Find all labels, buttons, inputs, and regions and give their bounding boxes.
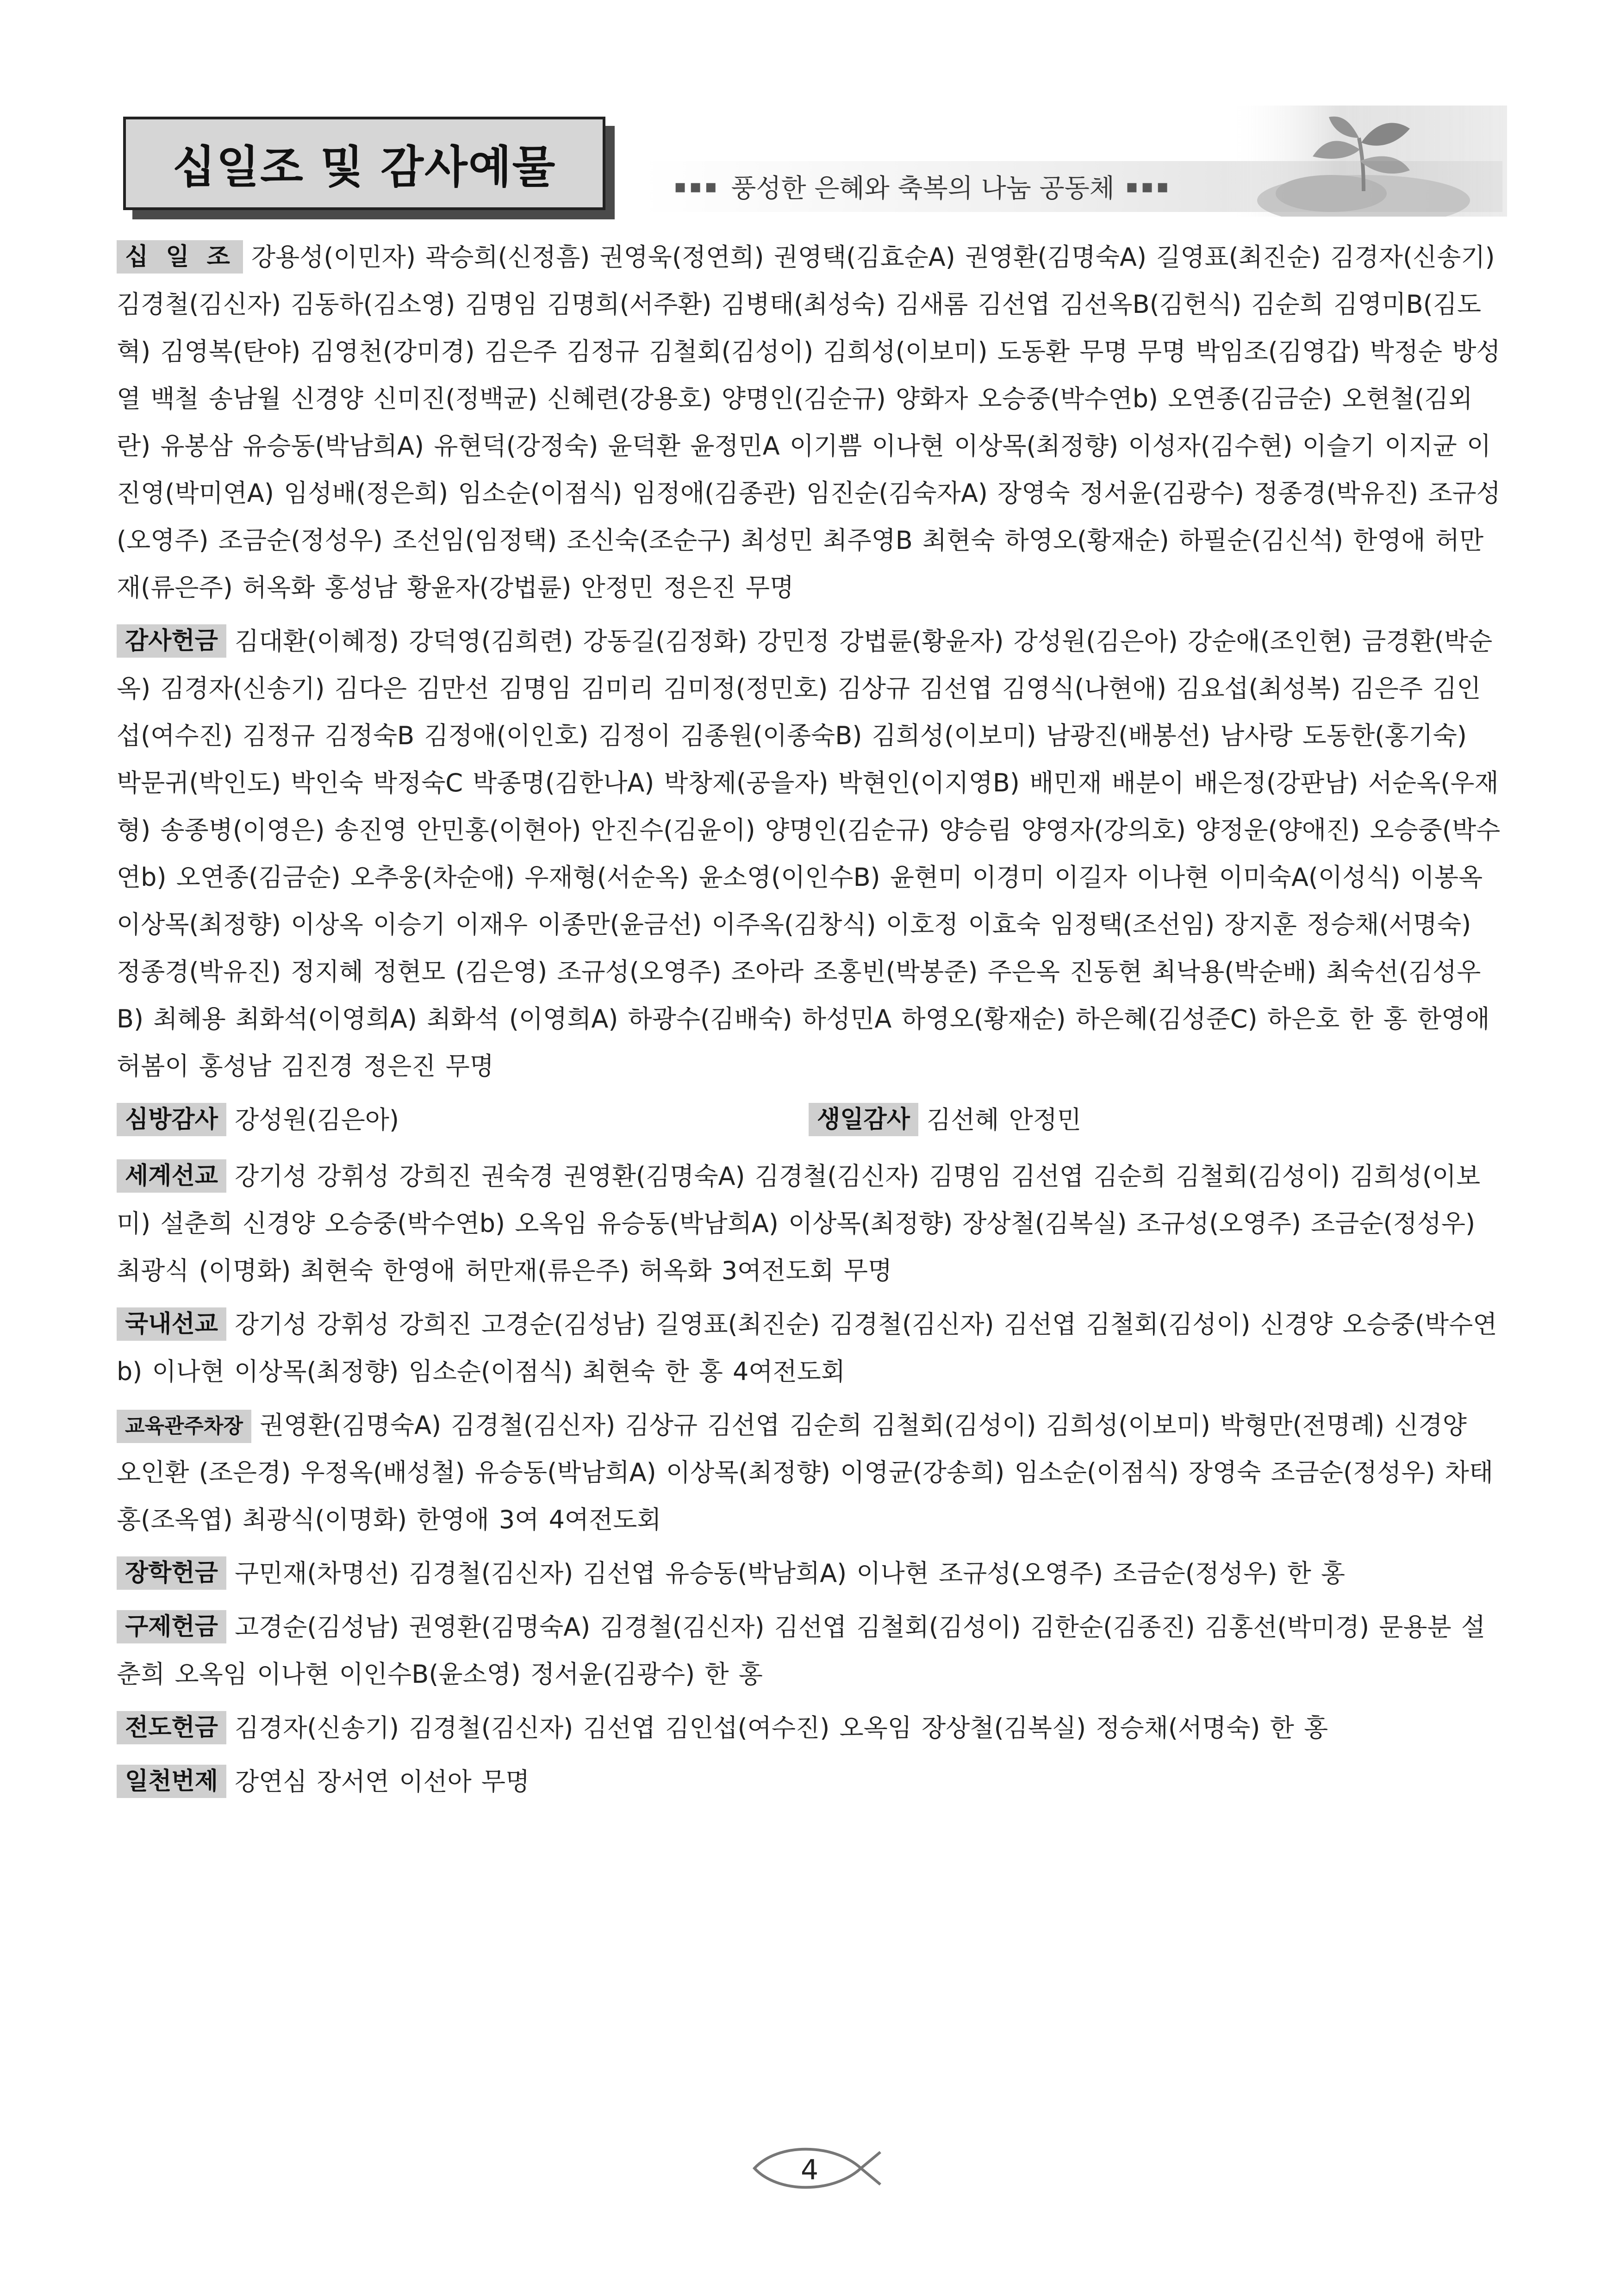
section-scholarship <box>117 1550 1501 1597</box>
names-birthday: 김선혜 안정민 <box>926 1105 1082 1134</box>
label-tithe: 십 일 조 <box>117 240 243 274</box>
label-education: 교육관주차장 <box>117 1410 251 1443</box>
label-birthday: 생일감사 <box>809 1103 918 1136</box>
names-scholarship: 구민재(차명선) 김경철(김신자) 김선엽 유승동(박남희A) 이나현 조규성(오영주) 조금순(정성우) 한 홍 <box>234 1559 1346 1588</box>
page-number: 4 <box>801 2154 819 2186</box>
names-ilcheon: 강연심 장서연 이선아 무명 <box>234 1767 530 1796</box>
dots-left: ▪▪▪ <box>674 176 720 197</box>
names-evangelism: 김경자(신송기) 김경철(김신자) 김선엽 김인섭(여수진) 오옥임 장상철(김복실) 정승채(서명숙) 한 홍 <box>234 1713 1328 1742</box>
label-ilcheon: 일천번제 <box>117 1765 226 1798</box>
section-evangelism <box>117 1705 1501 1752</box>
section-birthday <box>809 1096 1501 1144</box>
label-thanks: 감사헌금 <box>117 624 226 658</box>
section-education <box>117 1402 1501 1543</box>
subtitle-row <box>674 166 1171 207</box>
offerings-list <box>117 234 1501 1812</box>
section-thanks <box>117 618 1501 1090</box>
names-education: 권영환(김명숙A) 김경철(김신자) 김상규 김선엽 김순희 김철회(김성이) 김희성(이보미) 박형만(전명례) 신경양 오인환 (조은경) 우정옥(배성철) 유승동(박남희A) 이상목(최정향) 이영균(강송희) 임소순(이점식) 장영숙 조금순(정성우) 차태홍(조옥엽) 최광식(이명화) 한영애 3여 4여전도회 <box>117 1411 1494 1534</box>
label-relief: 구제헌금 <box>117 1610 226 1643</box>
names-domestic-mission: 강기성 강휘성 강희진 고경순(김성남) 길영표(최진순) 김경철(김신자) 김선엽 김철회(김성이) 신경양 오승중(박수연b) 이나현 이상목(최정향) 임소순(이점식) 최현숙 한 홍 4여전도회 <box>117 1310 1497 1386</box>
plant-hands-image <box>1225 106 1507 217</box>
page-subtitle: 풍성한 은혜와 축복의 나눔 공동체 <box>731 174 1115 204</box>
page-title: 십일조 및 감사예물 <box>172 141 556 193</box>
names-world-mission: 강기성 강휘성 강희진 권숙경 권영환(김명숙A) 김경철(김신자) 김명임 김선엽 김순희 김철회(김성이) 김희성(이보미) 설춘희 신경양 오승중(박수연b) 오옥임 유승동(박남희A) 이상목(최정향) 장상철(김복실) 조규성(오영주) 조금순(정성우) 최광식 (이명화) 최현숙 한영애 허만재(류은주) 허옥화 3여전도회 무명 <box>117 1162 1481 1285</box>
section-domestic-mission <box>117 1301 1501 1395</box>
label-visit: 심방감사 <box>117 1103 226 1136</box>
label-scholarship: 장학헌금 <box>117 1556 226 1590</box>
page-header <box>118 106 1507 221</box>
label-domestic-mission: 국내선교 <box>117 1307 226 1341</box>
section-world-mission <box>117 1153 1501 1294</box>
names-relief: 고경순(김성남) 권영환(김명숙A) 김경철(김신자) 김선엽 김철회(김성이) 김한순(김종진) 김홍선(박미경) 문용분 설춘희 오옥임 이나현 이인수B(윤소영) 정서윤(김광수) 한 홍 <box>117 1612 1486 1689</box>
page-footer <box>745 2138 884 2198</box>
section-tithe <box>117 234 1501 611</box>
label-world-mission: 세계선교 <box>117 1159 226 1193</box>
names-visit: 강성원(김은아) <box>234 1105 399 1134</box>
section-visit-birthday <box>117 1096 1501 1144</box>
title-box <box>123 117 605 210</box>
names-tithe: 강용성(이민자) 곽승희(신정흠) 권영욱(정연희) 권영택(김효순A) 권영환(김명숙A) 길영표(최진순) 김경자(신송기) 김경철(김신자) 김동하(김소영) 김명임 김명희(서주환) 김병태(최성숙) 김새롬 김선엽 김선옥B(김헌식) 김순희 김영미B(김도혁) 김영복(탄야) 김영천(강미경) 김은주 김정규 김철회(김성이) 김희성(이보미) 도동환 무명 무명 박임조(김영갑) 박정순 방성열 백철 송남월 신경양 신미진(정백균) 신혜련(강용호) 양명인(김순규) 양화자 오승중(박수연b) 오연종(김금순) 오현철(김외란) 유봉삼 유승동(박남희A) 유현덕(강정숙) 윤덕환 윤정민A 이기쁨 이나현 이상목(최정향) 이성자(김수현) 이슬기 이지균 이진영(박미연A) 임성배(정은희) 임소순(이점식) 임정애(김종관) 임진순(김숙자A) 장영숙 정서윤(김광수) 정종경(박유진) 조규성(오영주) 조금순(정성우) 조선임(임정택) 조신숙(조순구) 최성민 최주영B 최현숙 하영오(황재순) 하필순(김신석) 한영애 허만재(류은주) 허옥화 홍성남 황윤자(강법륜) 안정민 정은진 무명 <box>117 243 1501 602</box>
section-visit <box>117 1096 809 1144</box>
names-thanks: 김대환(이혜정) 강덕영(김희련) 강동길(김정화) 강민정 강법륜(황윤자) 강성원(김은아) 강순애(조인현) 금경환(박순옥) 김경자(신송기) 김다은 김만선 김명임 김미리 김미정(정민호) 김상규 김선엽 김영식(나현애) 김요섭(최성복) 김은주 김인섭(여수진) 김정규 김정숙B 김정애(이인호) 김정이 김종원(이종숙B) 김희성(이보미) 남광진(배봉선) 남사랑 도동한(홍기숙) 박문귀(박인도) 박인숙 박정숙C 박종명(김한나A) 박창제(공을자) 박현인(이지영B) 배민재 배분이 배은정(강판남) 서순옥(우재형) 송종병(이영은) 송진영 안민홍(이현아) 안진수(김윤이) 양명인(김순규) 양승림 양영자(강의호) 양정운(양애진) 오승중(박수연b) 오연종(김금순) 오추웅(차순애) 우재형(서순옥) 윤소영(이인수B) 윤현미 이경미 이길자 이나현 이미숙A(이성식) 이봉옥 이상목(최정향) 이상옥 이승기 이재우 이종만(윤금선) 이주옥(김창식) 이호정 이효숙 임정택(조선임) 장지훈 정승채(서명숙) 정종경(박유진) 정지혜 정현모 (김은영) 조규성(오영주) 조아라 조홍빈(박봉준) 주은옥 진동현 최낙용(박순배) 최숙선(김성우B) 최혜용 최화석(이영희A) 최화석 (이영희A) 하광수(김배숙) 하성민A 하영오(황재순) 하은혜(김성준C) 하은호 한 홍 한영애 허봄이 홍성남 김진경 정은진 무명 <box>117 627 1501 1081</box>
section-ilcheon <box>117 1758 1501 1805</box>
label-evangelism: 전도헌금 <box>117 1711 226 1744</box>
dots-right: ▪▪▪ <box>1125 176 1172 197</box>
section-relief <box>117 1604 1501 1698</box>
